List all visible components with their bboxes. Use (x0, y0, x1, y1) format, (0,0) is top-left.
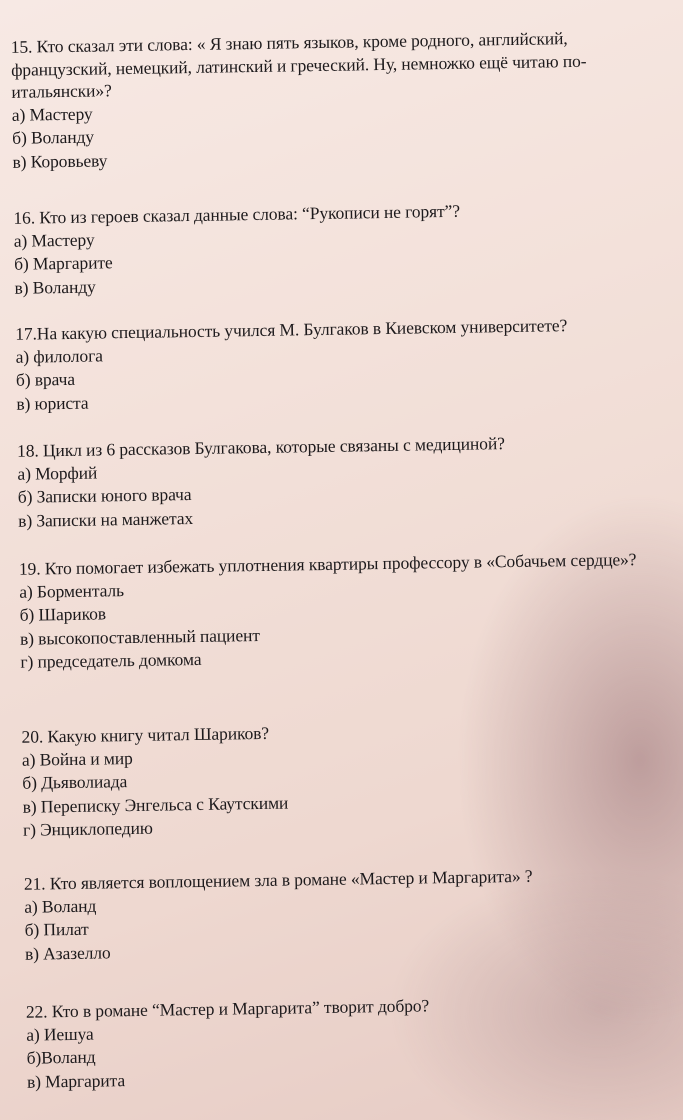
question-19 (19, 547, 682, 674)
answer-options (15, 335, 677, 416)
question-text: 18. Цикл из 6 рассказов Булгакова, которые связаны с медициной? (16, 433, 505, 461)
question-21 (24, 862, 683, 965)
question-text: 17.На какую специальность учился М. Булгаков в Киевском университете? (15, 315, 568, 344)
question-text: 20. Какую книгу читал Шариков? (21, 722, 270, 747)
answer-option: в) высокопоставленный пациент (19, 624, 260, 649)
answer-option: г) Энциклопедию (22, 817, 153, 840)
answer-option: а) Воланд (24, 895, 97, 917)
answer-option: а) Мастеру (11, 103, 93, 125)
answer-option: в) Переписку Энгельса с Каутскими (22, 792, 289, 817)
answer-option: а) Война и мир (21, 747, 133, 770)
answer-options (14, 219, 676, 300)
question-18 (17, 429, 679, 532)
answer-options (19, 570, 681, 674)
answer-option: в) Записки на манжетах (18, 507, 194, 531)
answer-option: б) Маргарите (13, 252, 113, 274)
answer-option: а) Борменталь (19, 579, 125, 602)
answer-option: б) Шариков (19, 603, 107, 625)
answer-option: а) Иешуа (26, 1023, 94, 1045)
answer-option: г) председатель домкома (20, 648, 202, 672)
question-15 (11, 25, 674, 173)
answer-option: а) Морфий (17, 462, 98, 484)
answer-option: а) Мастеру (13, 229, 95, 251)
answer-option: в) юриста (16, 392, 89, 414)
answer-option: б) врача (15, 368, 76, 390)
answer-option: в) Коровьеву (12, 149, 108, 172)
answer-options (26, 1013, 683, 1094)
question-text: 16. Кто из героев сказал данные слова: “Рукописи не горят”? (13, 200, 461, 228)
answer-option: в) Воланду (14, 276, 96, 298)
question-20 (21, 715, 683, 842)
question-text: 19. Кто помогает избежать уплотнения квартиры профессору в «Собачьем сердце»? (18, 549, 637, 579)
answer-option: б) Воланду (12, 126, 95, 148)
answer-option: в) Азазелло (24, 941, 111, 964)
answer-options (22, 738, 683, 842)
answer-option: б) Записки юного врача (17, 484, 192, 507)
question-text: 15. Кто сказал эти слова: « Я знаю пять языков, кроме родного, английский, французский, немецкий, латинский и греческий. Ну, немножко ещё читаю по-итальянски»? (10, 28, 587, 102)
question-17 (15, 312, 677, 415)
answer-options (24, 885, 683, 966)
answer-option: б) Дьяволиада (22, 771, 128, 793)
answer-option: б)Воланд (26, 1046, 96, 1068)
answer-options (12, 93, 674, 174)
answer-option: а) филолога (15, 344, 104, 367)
answer-options (17, 452, 679, 533)
question-text: 22. Кто в романе “Мастер и Маргарита” творит добро? (25, 995, 430, 1022)
question-text: 21. Кто является воплощением зла в романе «Мастер и Маргарита» ? (23, 865, 533, 894)
answer-option: б) Пилат (24, 918, 89, 940)
question-22 (26, 990, 683, 1093)
answer-option: в) Маргарита (26, 1069, 126, 1092)
question-16 (13, 196, 675, 299)
